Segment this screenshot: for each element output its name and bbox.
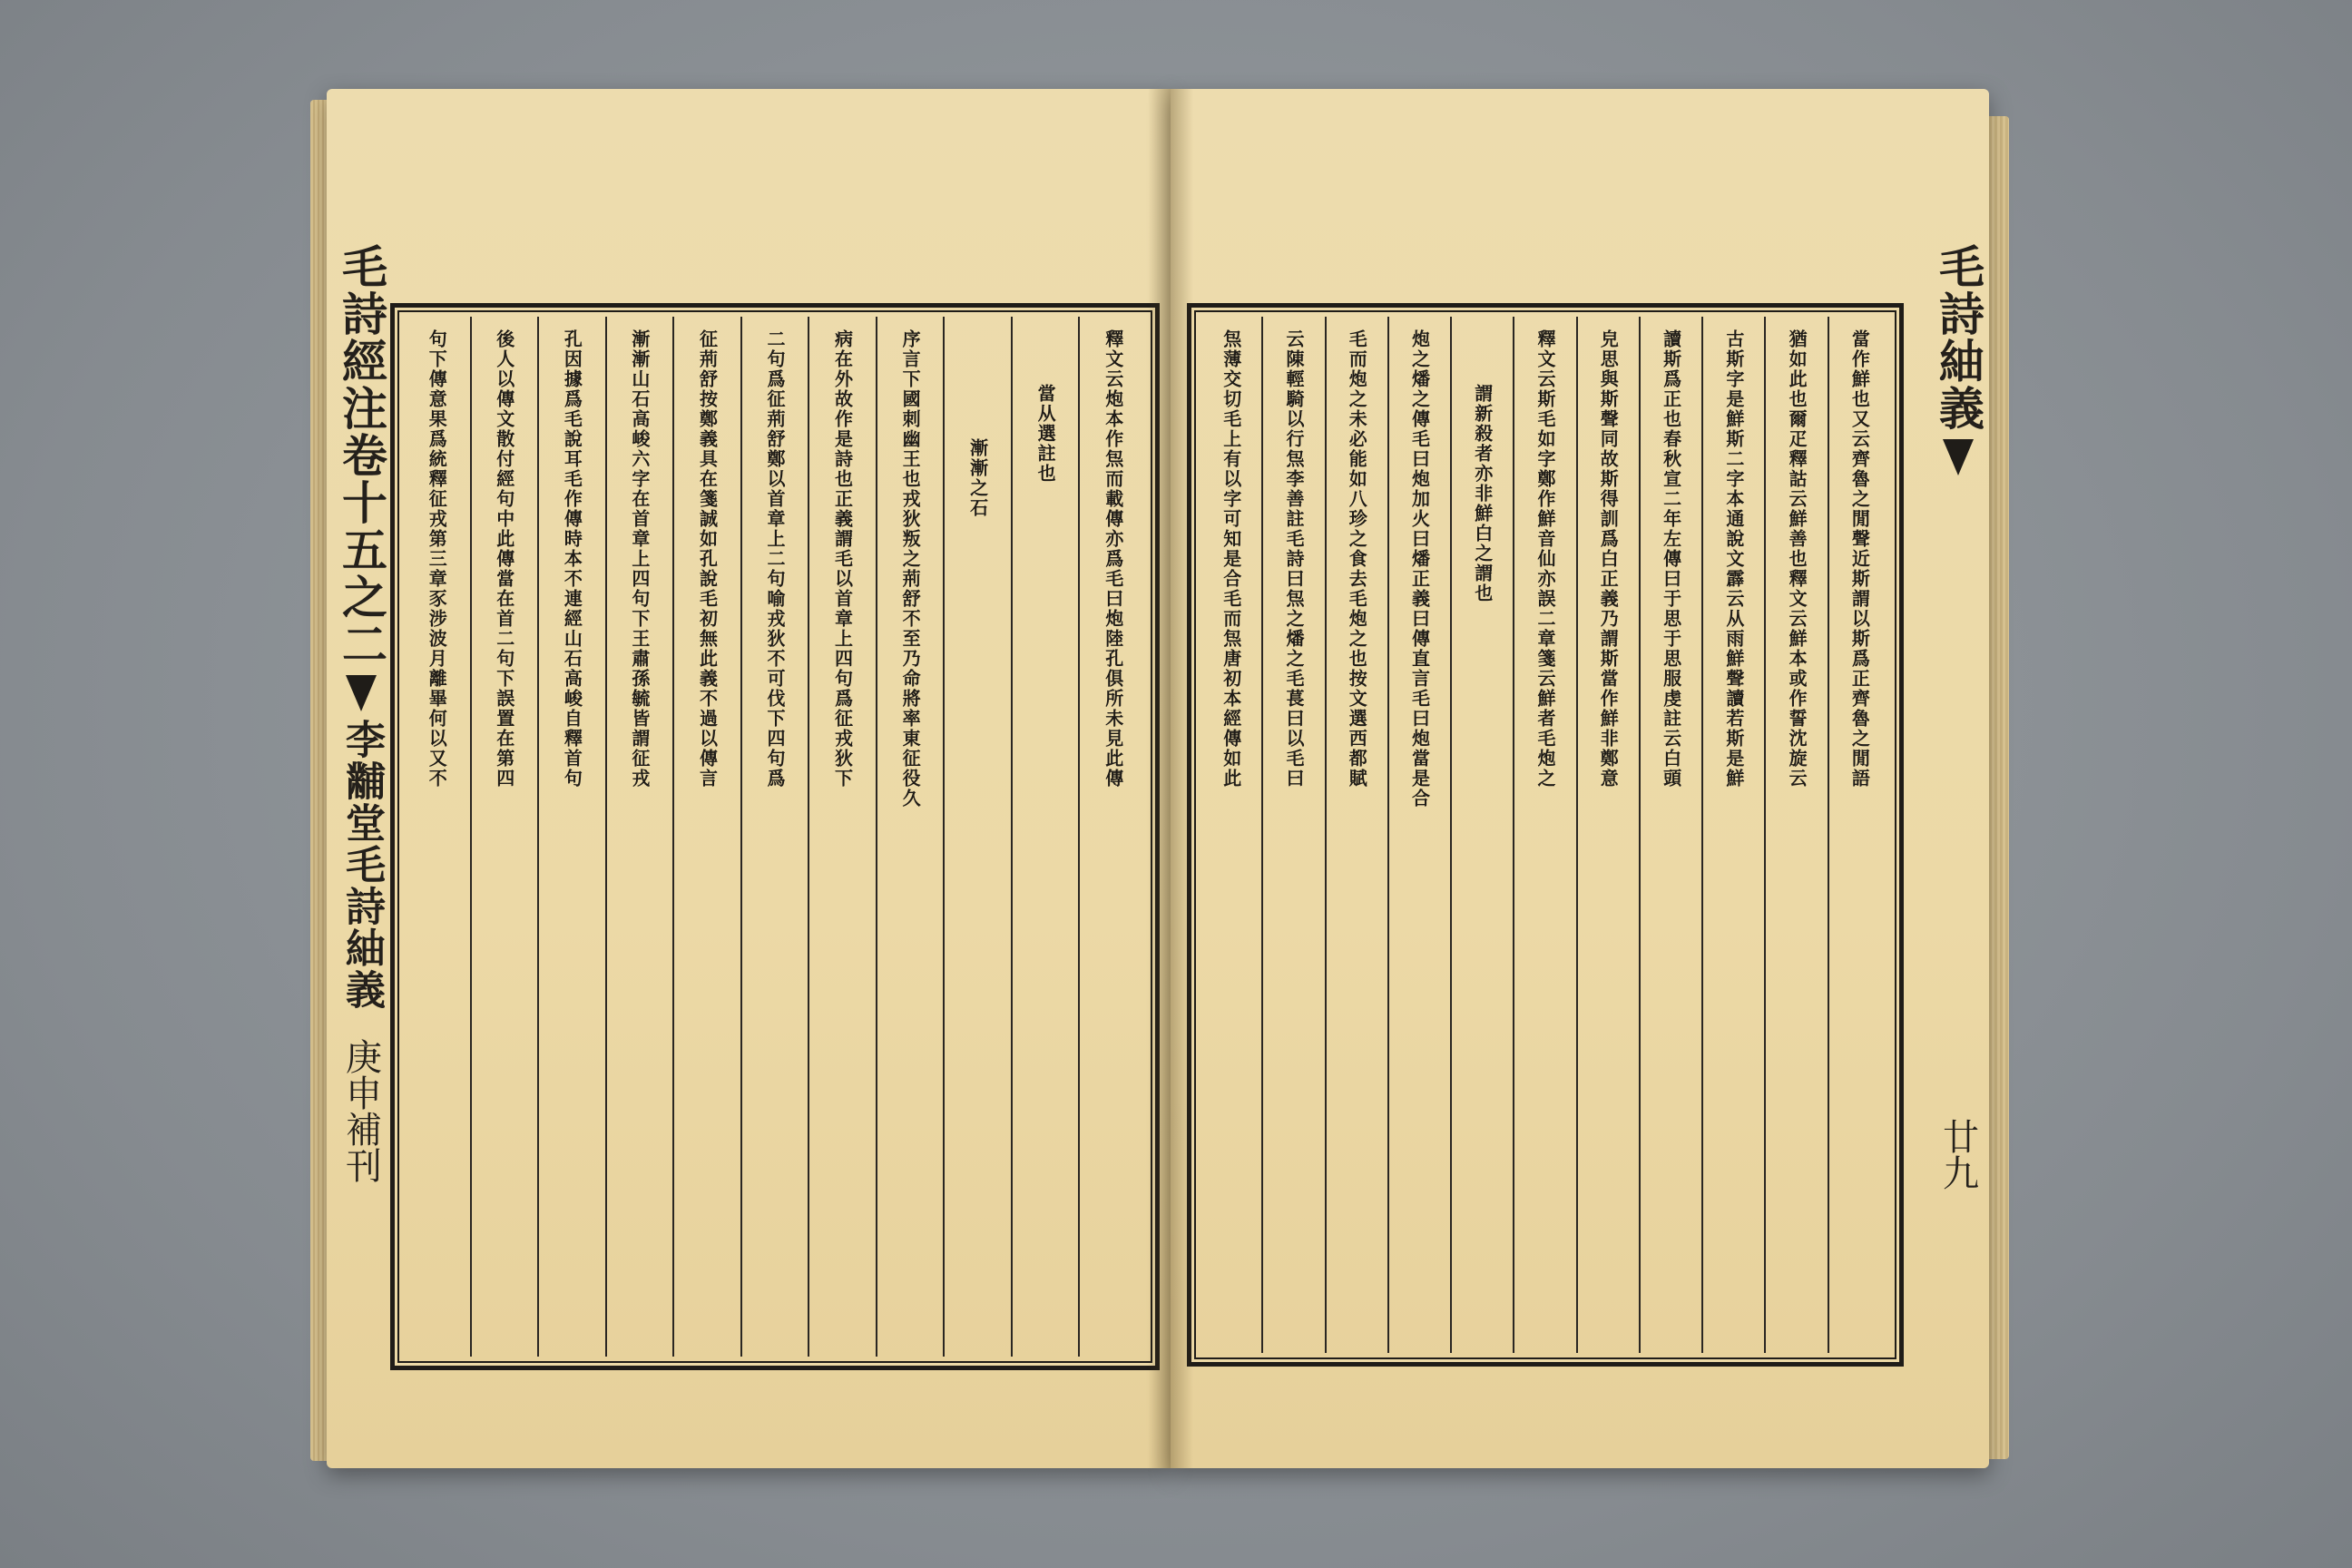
left-column-11 [404, 317, 470, 1357]
column-text: 皃思與斯聲同故斯得訓爲白正義乃謂斯當作鮮非鄭意 [1597, 329, 1620, 789]
right-text-frame [1187, 303, 1904, 1367]
right-column-3 [1701, 317, 1764, 1353]
column-text: 二句爲征荊舒鄭以首章上二句喻戎狄不可伐下四句爲 [763, 329, 786, 789]
column-text: 讀斯爲正也春秋宣二年左傳曰于思于思服虔註云白頭 [1660, 329, 1682, 789]
left-column-2 [1011, 317, 1079, 1357]
left-page [327, 89, 1171, 1468]
right-banner-title: 毛詩紬義 [1932, 243, 1985, 432]
column-text: 炰薄交切毛上有以字可知是合毛而炰唐初本經傳如此 [1220, 329, 1242, 789]
left-margin-banner [334, 243, 388, 1359]
column-text: 炮之燔之傳毛曰炮加火曰燔正義曰傳直言毛曰炮當是合 [1408, 329, 1431, 808]
column-text: 句下傳意果爲統釋征戎第三章豕涉波月離畢何以又不 [426, 329, 448, 789]
left-column-4 [876, 317, 944, 1357]
left-column-9 [537, 317, 605, 1357]
open-book [327, 89, 1989, 1468]
left-banner-subtitle: 李黼堂毛詩紬義 [338, 719, 385, 1011]
column-text: 釋文云斯毛如字鄭作鮮音仙亦誤二章箋云鮮者毛炮之 [1534, 329, 1557, 789]
column-text: 毛而炮之未必能如八珍之食去毛炮之也按文選西都賦 [1346, 329, 1368, 789]
right-column-9 [1325, 317, 1387, 1353]
section-heading: 漸漸之石 [966, 438, 989, 518]
fish-tail-mark-icon [1943, 439, 1974, 475]
column-text: 征荊舒按鄭義具在箋誠如孔說毛初無此義不過以傳言 [696, 329, 719, 789]
fish-tail-mark-icon [346, 675, 377, 711]
right-column-11 [1200, 317, 1261, 1353]
right-margin-banner [1931, 243, 1985, 1359]
left-banner-title: 毛詩經注卷十五之二 [335, 243, 388, 668]
right-column-1 [1828, 317, 1890, 1353]
column-text: 漸漸山石高峻六字在首章上四句下王肅孫毓皆謂征戎 [628, 329, 651, 789]
left-column-7 [672, 317, 740, 1357]
right-column-8 [1387, 317, 1450, 1353]
column-text: 云陳輕騎以行炰李善註毛詩曰炰之燔之毛萇曰以毛曰 [1282, 329, 1305, 789]
right-column-5 [1576, 317, 1639, 1353]
right-banner-foot: 廿九 [1936, 1118, 1979, 1191]
right-page [1171, 89, 1989, 1468]
column-text: 謂新殺者亦非鮮白之謂也 [1471, 384, 1494, 603]
book-gutter [1148, 89, 1193, 1468]
column-text: 孔因據爲毛說耳毛作傳時本不連經山石高峻自釋首句 [561, 329, 583, 789]
right-column-6 [1513, 317, 1575, 1353]
column-text: 後人以傳文散付經句中此傳當在首二句下誤置在第四 [493, 329, 515, 789]
right-column-10 [1261, 317, 1324, 1353]
left-banner-foot: 庚申補刊 [339, 1038, 382, 1183]
column-text: 當从選註也 [1034, 384, 1057, 484]
left-column-6 [740, 317, 808, 1357]
left-text-frame [390, 303, 1160, 1370]
left-column-3 [943, 317, 1011, 1357]
column-text: 釋文云炮本作炰而載傳亦爲毛曰炮陸孔俱所未見此傳 [1102, 329, 1124, 789]
column-text: 當作鮮也又云齊魯之閒聲近斯謂以斯爲正齊魯之閒語 [1848, 329, 1871, 789]
right-column-7 [1450, 317, 1513, 1353]
column-text: 病在外故作是詩也正義謂毛以首章上四句爲征戎狄下 [831, 329, 854, 789]
column-text: 序言下國刺幽王也戎狄叛之荊舒不至乃命將率東征役久 [899, 329, 922, 808]
right-column-4 [1639, 317, 1701, 1353]
right-column-2 [1764, 317, 1827, 1353]
left-column-5 [808, 317, 876, 1357]
left-columns [404, 317, 1146, 1357]
left-column-10 [470, 317, 538, 1357]
column-text: 猶如此也爾疋釋詁云鮮善也釋文云鮮本或作誓沈旋云 [1786, 329, 1808, 789]
left-column-1 [1078, 317, 1146, 1357]
column-text: 古斯字是鮮斯二字本通說文霹云从雨鮮聲讀若斯是鮮 [1722, 329, 1745, 789]
left-column-8 [605, 317, 673, 1357]
right-columns [1200, 317, 1890, 1353]
